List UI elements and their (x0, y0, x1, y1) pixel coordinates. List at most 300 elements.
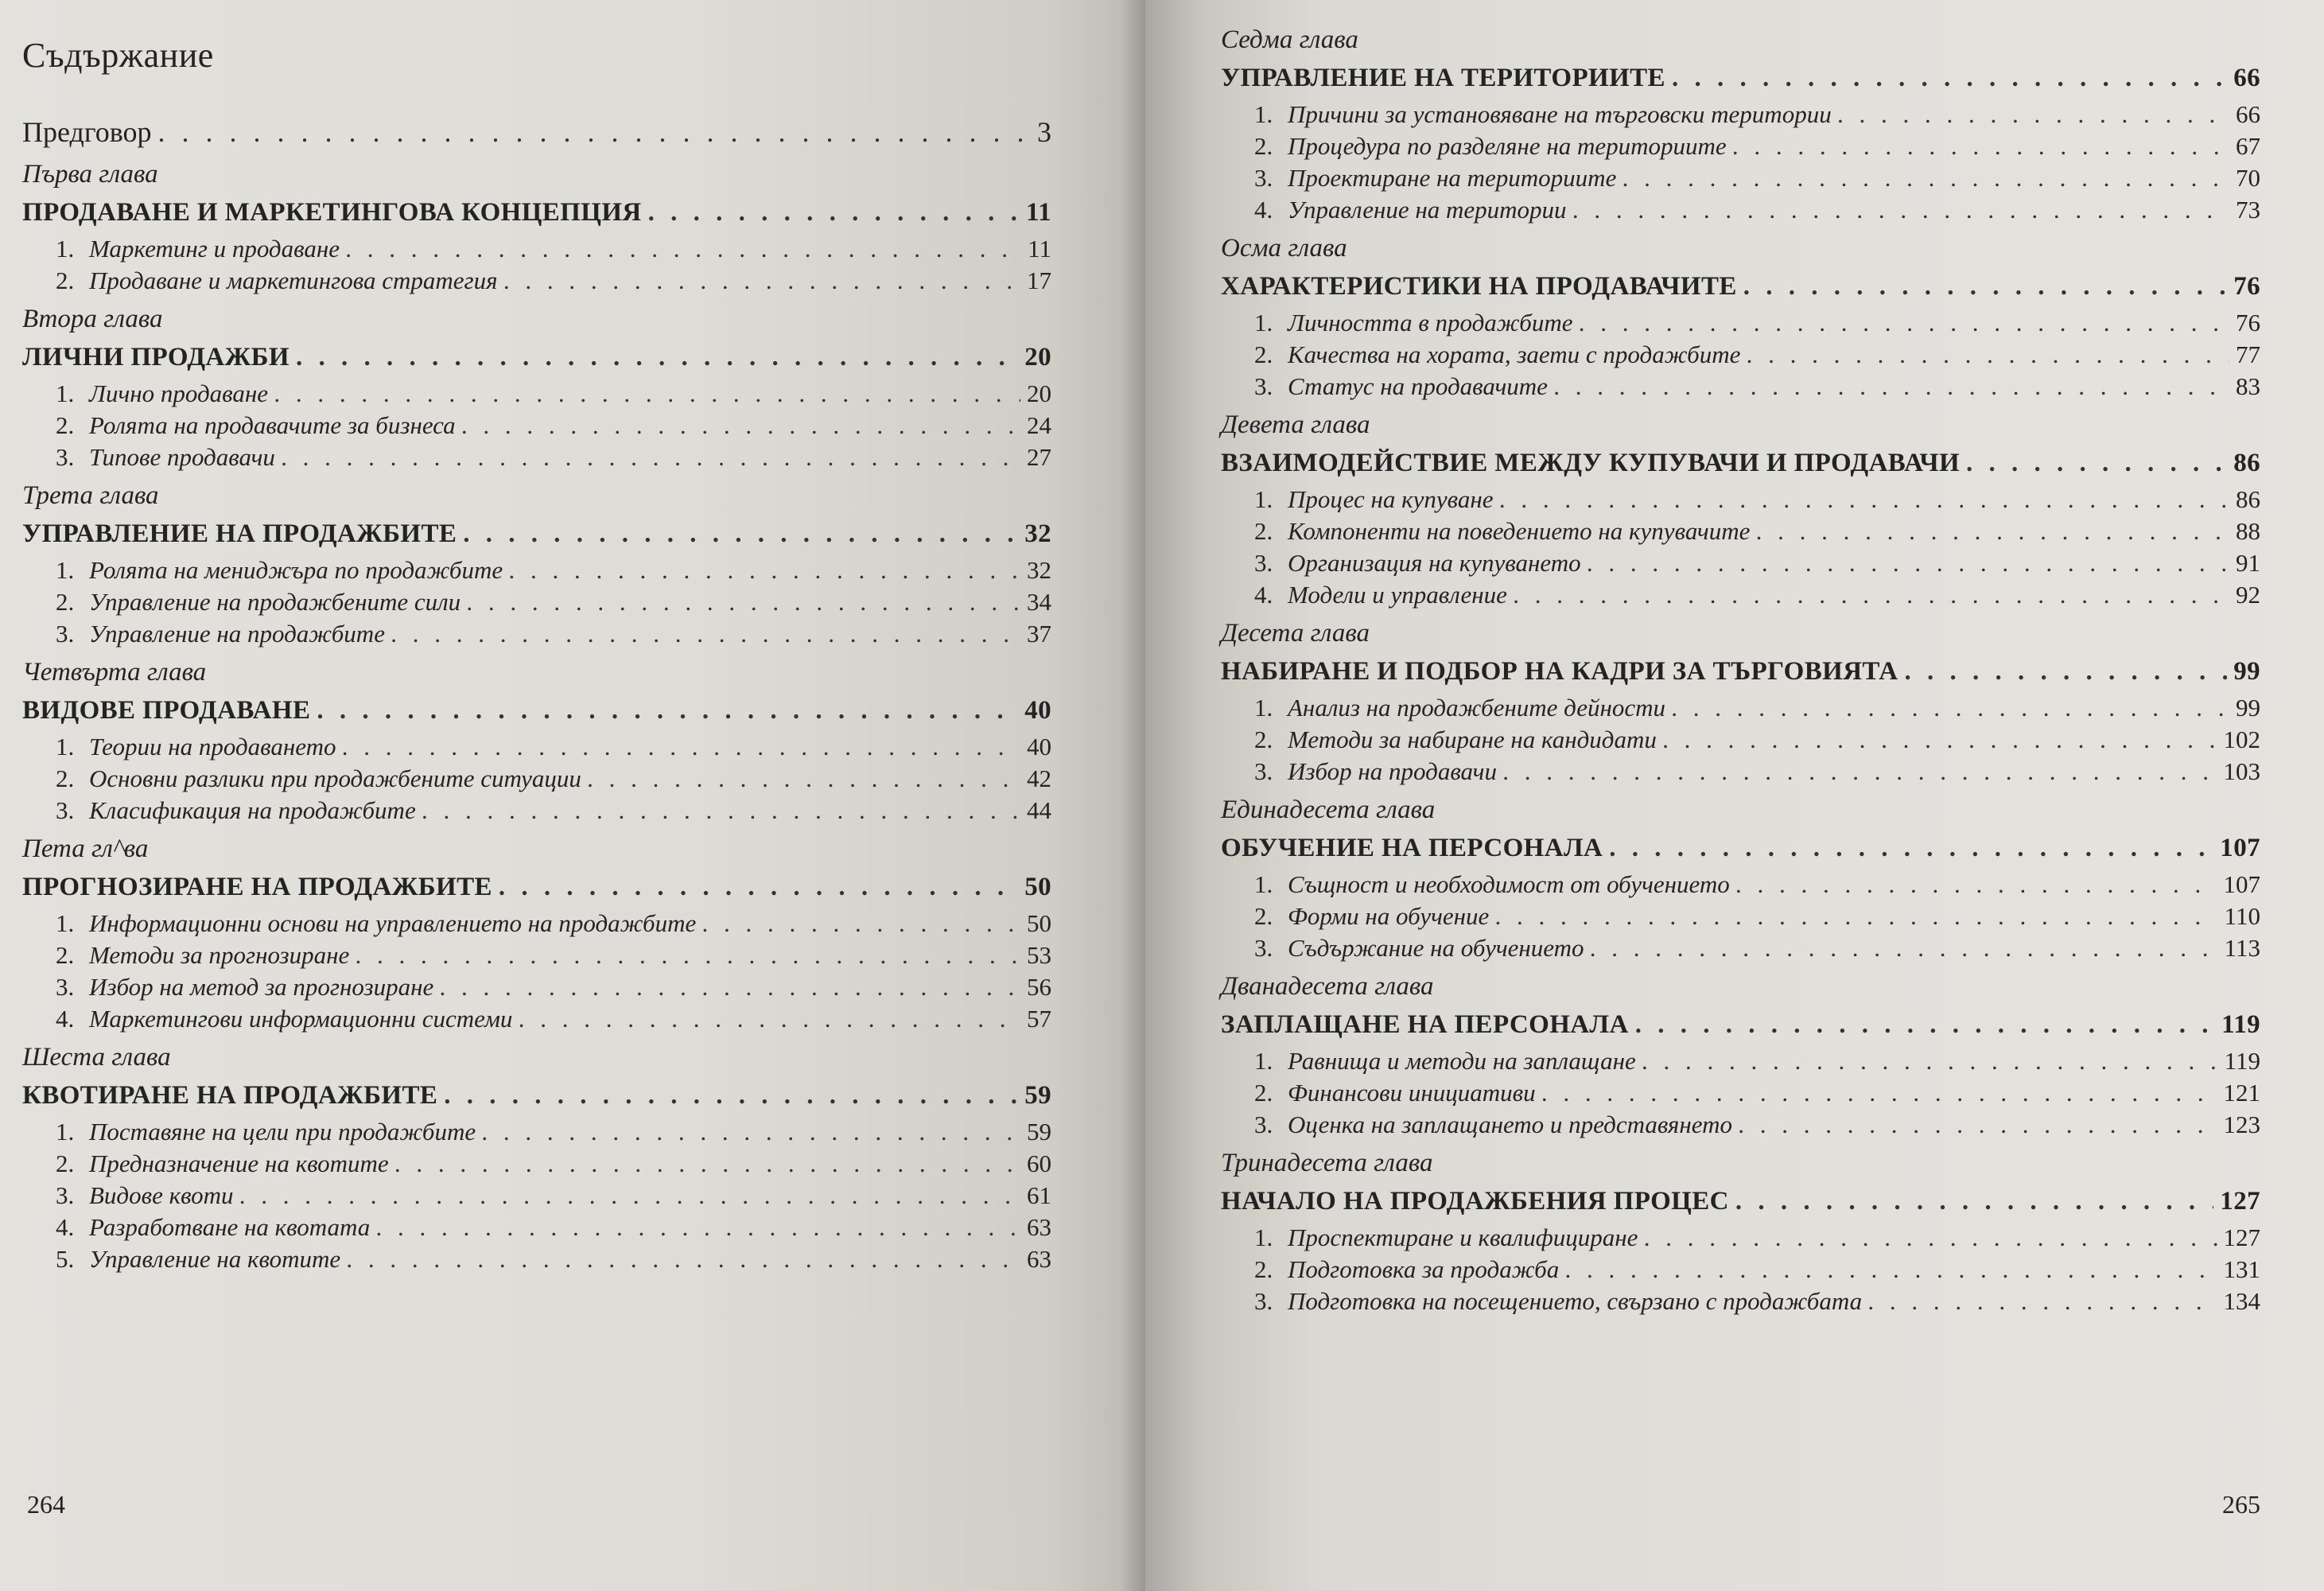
dot-leader (519, 1003, 1020, 1035)
section-page-number: 57 (1027, 1005, 1051, 1033)
dot-leader (509, 554, 1020, 586)
section-page-number: 32 (1027, 556, 1051, 584)
left-page (0, 0, 1145, 1591)
chapter-entry (22, 301, 1051, 473)
dot-leader (482, 1116, 1020, 1148)
dot-leader (282, 442, 1020, 473)
chapter-entry (22, 157, 1051, 297)
section-title: Причини за установяване на търговски територии (1288, 100, 1832, 128)
chapter-label: Втора глава (22, 305, 163, 333)
section-page-number: 121 (2223, 1079, 2260, 1107)
section-page-number: 77 (2236, 340, 2260, 368)
chapter-page-number: 11 (1026, 198, 1051, 227)
section-entry (56, 763, 1051, 795)
section-page-number: 63 (1027, 1213, 1051, 1241)
section-title: Управление на продажбите (89, 620, 385, 648)
left-chapter-list (22, 157, 1051, 1275)
chapter-title-row (1221, 1181, 2260, 1222)
section-page-number: 59 (1027, 1118, 1051, 1146)
section-entry (1254, 579, 2260, 611)
dot-leader (467, 586, 1020, 618)
section-title: Поставяне на цели при продажбите (89, 1118, 476, 1146)
section-list (22, 908, 1051, 1035)
section-entry (56, 618, 1051, 650)
dot-leader (391, 618, 1020, 650)
section-page-number: 92 (2236, 581, 2260, 609)
section-title: Проспектиране и квалифициране (1288, 1223, 1638, 1251)
dot-leader (1663, 724, 2217, 756)
section-page-number: 83 (2236, 372, 2260, 400)
dot-leader (1554, 371, 2229, 403)
chapter-title-row (1221, 442, 2260, 484)
section-number: 2. (1254, 517, 1273, 545)
dot-leader (1756, 515, 2229, 547)
section-entry (1254, 99, 2260, 130)
chapter-page-number: 107 (2220, 834, 2260, 862)
section-list (1221, 99, 2260, 226)
dot-leader (1500, 484, 2229, 515)
chapter-page-number: 40 (1024, 696, 1051, 725)
section-number: 1. (1254, 870, 1273, 898)
section-number: 2. (1254, 1079, 1273, 1107)
chapter-title: ЗАПЛАЩАНЕ НА ПЕРСОНАЛА (1221, 1010, 1629, 1039)
section-number: 2. (56, 941, 75, 969)
dot-leader (376, 1212, 1020, 1243)
section-page-number: 66 (2236, 100, 2260, 128)
chapter-title: ЛИЧНИ ПРОДАЖБИ (22, 343, 290, 371)
chapter-title-row (1221, 827, 2260, 869)
section-page-number: 103 (2223, 757, 2260, 785)
section-entry (1254, 901, 2260, 932)
dot-leader (296, 336, 1018, 378)
chapter-title-row (1221, 266, 2260, 307)
section-entry (56, 971, 1051, 1003)
dot-leader (1904, 651, 2227, 692)
chapter-title: ПРОГНОЗИРАНЕ НА ПРОДАЖБИТЕ (22, 873, 492, 901)
section-entry (56, 265, 1051, 297)
section-page-number: 24 (1027, 411, 1051, 439)
dot-leader (504, 265, 1020, 297)
dot-leader (1565, 1254, 2217, 1286)
chapter-label: Девета глава (1221, 410, 1370, 439)
section-title: Продаване и маркетингова стратегия (89, 266, 498, 294)
section-title: Организация на купуването (1288, 549, 1581, 577)
section-entry (1254, 484, 2260, 515)
section-title: Оценка на заплащането и представянето (1288, 1111, 1732, 1138)
section-page-number: 86 (2236, 485, 2260, 513)
chapter-page-number: 50 (1024, 873, 1051, 901)
contents-title: Съдържание (22, 36, 214, 75)
section-page-number: 88 (2236, 517, 2260, 545)
section-number: 1. (56, 1118, 75, 1146)
section-entry (56, 908, 1051, 939)
chapter-page-number: 99 (2233, 657, 2260, 686)
chapter-title-row (1221, 651, 2260, 692)
section-entry (56, 1243, 1051, 1275)
section-number: 4. (1254, 581, 1273, 609)
dot-leader (1635, 1004, 2215, 1045)
chapter-title-row (1221, 1004, 2260, 1045)
dot-leader (1503, 756, 2217, 788)
section-title: Маркетингови информационни системи (89, 1005, 513, 1033)
dot-leader (1573, 194, 2229, 226)
section-number: 5. (56, 1245, 75, 1273)
section-list (1221, 484, 2260, 611)
section-number: 4. (56, 1213, 75, 1241)
section-number: 4. (56, 1005, 75, 1033)
chapter-page-number: 20 (1024, 343, 1051, 371)
section-number: 3. (56, 796, 75, 824)
section-title: Проектиране на териториите (1288, 164, 1617, 192)
chapter-label: Седма глава (1221, 25, 1358, 54)
section-list (1221, 692, 2260, 788)
section-number: 1. (56, 235, 75, 263)
section-entry (1254, 756, 2260, 788)
section-entry (1254, 547, 2260, 579)
section-list (1221, 869, 2260, 964)
section-page-number: 11 (1028, 235, 1051, 263)
chapter-entry (1221, 792, 2260, 964)
dot-leader (240, 1180, 1020, 1212)
section-title: Избор на продавачи (1288, 757, 1497, 785)
chapter-label: Единадесета глава (1221, 796, 1436, 824)
dot-leader (1868, 1286, 2217, 1317)
section-number: 3. (56, 443, 75, 471)
section-page-number: 40 (1027, 733, 1051, 760)
chapter-entry (1221, 231, 2260, 403)
section-title: Управление на територии (1288, 196, 1567, 224)
section-title: Статус на продавачите (1288, 372, 1548, 400)
section-page-number: 127 (2223, 1223, 2260, 1251)
dot-leader (1588, 547, 2229, 579)
section-number: 1. (1254, 485, 1273, 513)
chapter-title-row (22, 866, 1051, 908)
section-number: 3. (56, 1181, 75, 1209)
dot-leader (1743, 266, 2227, 307)
chapter-title: УПРАВЛЕНИЕ НА ТЕРИТОРИИТЕ (1221, 64, 1665, 92)
section-number: 4. (1254, 196, 1273, 224)
section-title: Компоненти на поведението на купувачите (1288, 517, 1751, 545)
dot-leader (342, 731, 1020, 763)
section-page-number: 76 (2236, 309, 2260, 336)
section-page-number: 110 (2224, 902, 2260, 930)
chapter-title-row (22, 513, 1051, 554)
section-entry (1254, 1045, 2260, 1077)
section-title: Маркетинг и продаване (89, 235, 340, 263)
section-title: Методи за набиране на кандидати (1288, 725, 1657, 753)
chapter-title: ВИДОВЕ ПРОДАВАНЕ (22, 696, 311, 725)
chapter-title: ОБУЧЕНИЕ НА ПЕРСОНАЛА (1221, 834, 1603, 862)
dot-leader (440, 971, 1020, 1003)
page-number-left: 264 (27, 1490, 65, 1519)
section-number: 2. (56, 266, 75, 294)
dot-leader (1642, 1045, 2218, 1077)
chapter-page-number: 86 (2233, 449, 2260, 477)
section-number: 1. (1254, 1047, 1273, 1075)
section-title: Лично продаване (89, 379, 269, 407)
section-page-number: 99 (2236, 694, 2260, 722)
section-page-number: 37 (1027, 620, 1051, 648)
chapter-entry (22, 1040, 1051, 1275)
section-title: Финансови инициативи (1288, 1079, 1536, 1107)
dot-leader (1623, 162, 2229, 194)
section-list (22, 378, 1051, 473)
section-page-number: 91 (2236, 549, 2260, 577)
section-number: 1. (1254, 1223, 1273, 1251)
chapter-title-row (22, 192, 1051, 233)
section-page-number: 70 (2236, 164, 2260, 192)
dot-leader (1672, 692, 2229, 724)
preface-title: Предговор (22, 116, 152, 148)
dot-leader (588, 763, 1020, 795)
section-page-number: 44 (1027, 796, 1051, 824)
chapter-title: КВОТИРАНЕ НА ПРОДАЖБИТЕ (22, 1081, 438, 1110)
chapter-title-row (22, 1075, 1051, 1116)
section-page-number: 63 (1027, 1245, 1051, 1273)
section-title: Видове квоти (89, 1181, 234, 1209)
section-title: Модели и управление (1288, 581, 1507, 609)
section-number: 2. (56, 1149, 75, 1177)
section-entry (56, 731, 1051, 763)
section-title: Ролята на продавачите за бизнеса (89, 411, 456, 439)
chapter-title-row (22, 690, 1051, 731)
dot-leader (1514, 579, 2229, 611)
section-number: 2. (56, 588, 75, 616)
dot-leader (1739, 1109, 2217, 1141)
section-entry (56, 1180, 1051, 1212)
section-entry (1254, 339, 2260, 371)
section-title: Класификация на продажбите (89, 796, 416, 824)
section-page-number: 53 (1027, 941, 1051, 969)
section-entry (1254, 1254, 2260, 1286)
section-page-number: 67 (2236, 132, 2260, 160)
dot-leader (1609, 827, 2213, 869)
section-number: 2. (1254, 902, 1273, 930)
section-number: 2. (1254, 1255, 1273, 1283)
chapter-entry (1221, 22, 2260, 226)
section-title: Личността в продажбите (1288, 309, 1573, 336)
section-page-number: 56 (1027, 973, 1051, 1001)
section-list (22, 1116, 1051, 1275)
section-entry (56, 233, 1051, 265)
chapter-entry (1221, 616, 2260, 788)
chapter-label: Шеста глава (22, 1043, 171, 1072)
section-entry (1254, 1222, 2260, 1254)
section-title: Разработване на квотата (89, 1213, 371, 1241)
section-entry (1254, 194, 2260, 226)
chapter-label: Трета глава (22, 481, 159, 510)
section-number: 2. (1254, 132, 1273, 160)
chapter-entry (22, 831, 1051, 1035)
section-list (22, 554, 1051, 650)
section-title: Съдържание на обучението (1288, 934, 1584, 962)
section-number: 3. (1254, 1287, 1273, 1315)
section-page-number: 50 (1027, 909, 1051, 937)
chapter-title: НАБИРАНЕ И ПОДБОР НА КАДРИ ЗА ТЪРГОВИЯТА (1221, 657, 1898, 686)
section-number: 3. (1254, 372, 1273, 400)
right-page (1145, 0, 2324, 1591)
section-title: Типове продавачи (89, 443, 275, 471)
section-page-number: 61 (1027, 1181, 1051, 1209)
section-number: 2. (1254, 725, 1273, 753)
chapter-title: ВЗАИМОДЕЙСТВИЕ МЕЖДУ КУПУВАЧИ И ПРОДАВАЧИ (1221, 449, 1961, 477)
section-title: Основни разлики при продажбените ситуации (89, 764, 581, 792)
section-title: Ролята на мениджъра по продажбите (89, 556, 503, 584)
section-number: 1. (1254, 100, 1273, 128)
section-title: Избор на метод за прогнозиране (89, 973, 434, 1001)
section-entry (1254, 162, 2260, 194)
section-list (22, 731, 1051, 827)
section-entry (1254, 307, 2260, 339)
section-entry (56, 586, 1051, 618)
chapter-title: УПРАВЛЕНИЕ НА ПРОДАЖБИТЕ (22, 519, 457, 548)
chapter-page-number: 127 (2220, 1187, 2260, 1216)
section-title: Равнища и методи на заплащане (1288, 1047, 1636, 1075)
section-entry (56, 442, 1051, 473)
dot-leader (1542, 1077, 2217, 1109)
page-number-right: 265 (2222, 1490, 2260, 1519)
dot-leader (1838, 99, 2229, 130)
section-page-number: 107 (2223, 870, 2260, 898)
dot-leader (346, 233, 1021, 265)
section-title: Процедура по разделяне на териториите (1288, 132, 1727, 160)
section-title: Управление на продажбените сили (89, 588, 461, 616)
dot-leader (356, 939, 1020, 971)
section-page-number: 123 (2223, 1111, 2260, 1138)
section-number: 1. (56, 556, 75, 584)
preface-page-number: 3 (1037, 116, 1051, 148)
chapter-label: Първа глава (22, 160, 158, 189)
section-title: Предназначение на квотите (89, 1149, 389, 1177)
section-title: Теории на продаването (89, 733, 336, 760)
chapter-entry (22, 655, 1051, 827)
section-entry (1254, 869, 2260, 901)
preface-entry (22, 115, 1051, 149)
section-entry (56, 1003, 1051, 1035)
chapter-label: Четвърта глава (22, 658, 207, 687)
section-title: Процес на купуване (1288, 485, 1494, 513)
chapter-page-number: 66 (2233, 64, 2260, 92)
section-entry (56, 939, 1051, 971)
section-number: 3. (1254, 549, 1273, 577)
dot-leader (648, 192, 1020, 233)
section-number: 3. (1254, 164, 1273, 192)
section-page-number: 27 (1027, 443, 1051, 471)
section-title: Подготовка на посещението, свързано с продажбата (1288, 1287, 1863, 1315)
section-page-number: 113 (2224, 934, 2260, 962)
section-number: 2. (56, 411, 75, 439)
section-title: Анализ на продажбените дейности (1288, 694, 1665, 722)
chapter-entry (1221, 407, 2260, 611)
section-number: 2. (1254, 340, 1273, 368)
section-number: 1. (1254, 694, 1273, 722)
dot-leader (347, 1243, 1020, 1275)
chapter-title: ПРОДАВАНЕ И МАРКЕТИНГОВА КОНЦЕПЦИЯ (22, 198, 642, 227)
dot-leader (1495, 901, 2217, 932)
dot-leader (1579, 307, 2229, 339)
dot-leader (462, 410, 1020, 442)
section-page-number: 17 (1027, 266, 1051, 294)
section-page-number: 102 (2223, 725, 2260, 753)
section-title: Същност и необходимост от обучението (1288, 870, 1730, 898)
section-number: 1. (56, 909, 75, 937)
section-entry (1254, 130, 2260, 162)
section-entry (1254, 1286, 2260, 1317)
chapter-entry (22, 478, 1051, 650)
section-list (1221, 1222, 2260, 1317)
section-entry (56, 1148, 1051, 1180)
section-entry (56, 1116, 1051, 1148)
dot-leader (702, 908, 1020, 939)
section-number: 3. (1254, 1111, 1273, 1138)
chapter-title: НАЧАЛО НА ПРОДАЖБЕНИЯ ПРОЦЕС (1221, 1187, 1729, 1216)
dot-leader (1747, 339, 2229, 371)
section-entry (1254, 1109, 2260, 1141)
chapter-title-row (1221, 57, 2260, 99)
section-title: Методи за прогнозиране (89, 941, 350, 969)
section-entry (1254, 724, 2260, 756)
section-list (1221, 307, 2260, 403)
section-number: 1. (1254, 309, 1273, 336)
dot-leader (395, 1148, 1020, 1180)
section-entry (56, 795, 1051, 827)
section-entry (1254, 515, 2260, 547)
section-entry (1254, 932, 2260, 964)
dot-leader (274, 378, 1020, 410)
chapter-label: Осма глава (1221, 234, 1347, 263)
dot-leader (1591, 932, 2218, 964)
chapter-label: Десета глава (1221, 619, 1370, 648)
dot-leader (1735, 1181, 2213, 1222)
chapter-page-number: 59 (1024, 1081, 1051, 1110)
chapter-label: Пета гл^ва (22, 834, 149, 863)
section-title: Форми на обучение (1288, 902, 1490, 930)
section-title: Подготовка за продажба (1288, 1255, 1560, 1283)
section-page-number: 73 (2236, 196, 2260, 224)
chapter-entry (1221, 969, 2260, 1141)
section-number: 3. (56, 620, 75, 648)
section-page-number: 34 (1027, 588, 1051, 616)
dot-leader (1733, 130, 2229, 162)
section-page-number: 119 (2224, 1047, 2260, 1075)
section-page-number: 134 (2223, 1287, 2260, 1315)
section-title: Качества на хората, заети с продажбите (1288, 340, 1741, 368)
section-number: 3. (1254, 934, 1273, 962)
section-page-number: 60 (1027, 1149, 1051, 1177)
section-entry (56, 378, 1051, 410)
section-page-number: 42 (1027, 764, 1051, 792)
section-number: 3. (56, 973, 75, 1001)
dot-leader (1736, 869, 2217, 901)
chapter-entry (1221, 1146, 2260, 1317)
dot-leader (157, 115, 1031, 149)
dot-leader (1966, 442, 2227, 484)
chapter-page-number: 119 (2221, 1010, 2260, 1039)
right-chapter-list (1221, 22, 2260, 1317)
section-entry (56, 410, 1051, 442)
dot-leader (463, 513, 1018, 554)
section-number: 1. (56, 733, 75, 760)
section-list (1221, 1045, 2260, 1141)
dot-leader (317, 690, 1018, 731)
dot-leader (499, 866, 1018, 908)
section-entry (1254, 371, 2260, 403)
dot-leader (444, 1075, 1018, 1116)
dot-leader (422, 795, 1020, 827)
chapter-label: Тринадесета глава (1221, 1149, 1433, 1177)
section-entry (56, 554, 1051, 586)
chapter-title-row (22, 336, 1051, 378)
